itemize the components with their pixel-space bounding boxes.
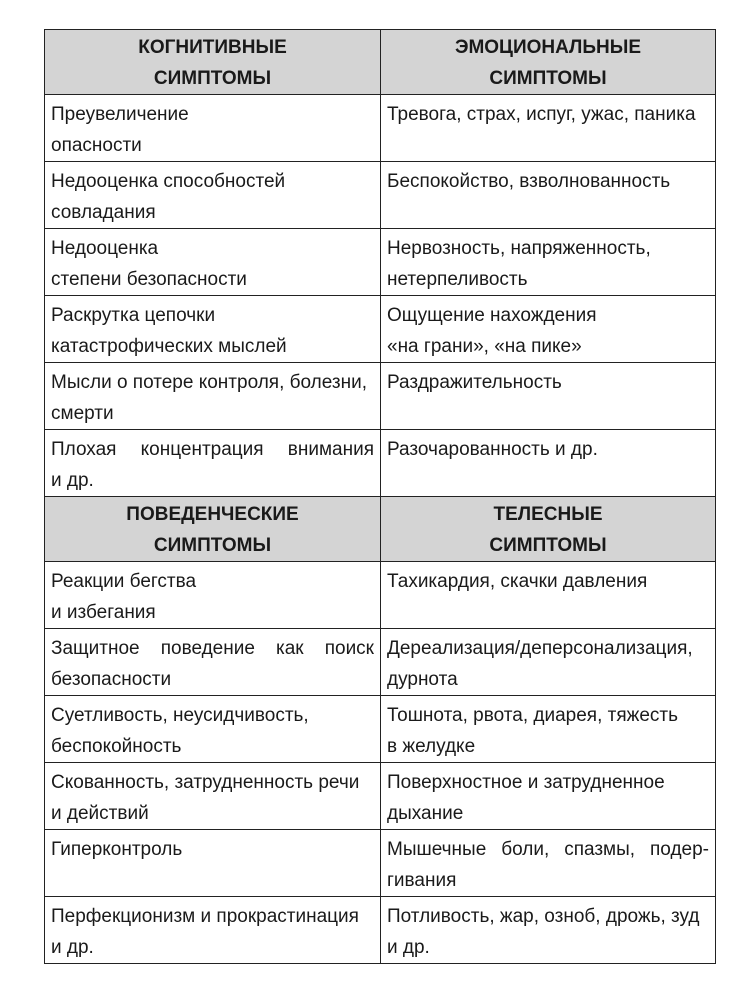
cognitive-cell: Недооценка способностей совладания	[45, 162, 381, 229]
table-row	[45, 830, 716, 897]
emotional-cell: Разочарованность и др.	[381, 430, 716, 497]
bodily-cell: Тахикардия, скачки давления	[381, 562, 716, 629]
table-row	[45, 696, 716, 763]
table-row	[45, 363, 716, 430]
behavioral-header: ПОВЕДЕНЧЕСКИЕ СИМПТОМЫ	[45, 497, 381, 562]
symptoms-table	[44, 29, 716, 964]
cognitive-cell: Преувеличение опасности	[45, 95, 381, 162]
table-row	[45, 763, 716, 830]
bodily-cell: Дереализация/деперсонализация, дурнота	[381, 629, 716, 696]
emotional-cell: Раздражительность	[381, 363, 716, 430]
behavioral-cell: Суетливость, неусидчивость, беспокойность	[45, 696, 381, 763]
bodily-cell: Мышечные боли, спазмы, подер- гивания	[381, 830, 716, 897]
section-header-row	[45, 497, 716, 562]
section-header-row	[45, 30, 716, 95]
table-row	[45, 430, 716, 497]
cognitive-cell: Плохая концентрация внимания и др.	[45, 430, 381, 497]
behavioral-cell: Защитное поведение как поиск безопасности	[45, 629, 381, 696]
emotional-cell: Беспокойство, взволнованность	[381, 162, 716, 229]
bodily-header: ТЕЛЕСНЫЕ СИМПТОМЫ	[381, 497, 716, 562]
table-row	[45, 95, 716, 162]
cognitive-cell: Недооценка степени безопасности	[45, 229, 381, 296]
table-row	[45, 162, 716, 229]
table-row	[45, 562, 716, 629]
behavioral-cell: Гиперконтроль	[45, 830, 381, 897]
cognitive-cell: Раскрутка цепочки катастрофических мыслей	[45, 296, 381, 363]
behavioral-cell: Перфекционизм и прокрастинация и др.	[45, 897, 381, 964]
table-row	[45, 296, 716, 363]
table-row	[45, 897, 716, 964]
behavioral-cell: Скованность, затрудненность речи и действий	[45, 763, 381, 830]
emotional-cell: Ощущение нахождения «на грани», «на пике»	[381, 296, 716, 363]
emotional-cell: Нервозность, напряженность, нетерпеливость	[381, 229, 716, 296]
bodily-cell: Тошнота, рвота, диарея, тяжесть в желудке	[381, 696, 716, 763]
table-row	[45, 629, 716, 696]
emotional-header: ЭМОЦИОНАЛЬНЫЕ СИМПТОМЫ	[381, 30, 716, 95]
bodily-cell: Поверхностное и затрудненное дыхание	[381, 763, 716, 830]
behavioral-cell: Реакции бегства и избегания	[45, 562, 381, 629]
cognitive-header: КОГНИТИВНЫЕ СИМПТОМЫ	[45, 30, 381, 95]
cognitive-cell: Мысли о потере контроля, болезни, смерти	[45, 363, 381, 430]
emotional-cell: Тревога, страх, испуг, ужас, паника	[381, 95, 716, 162]
table-row	[45, 229, 716, 296]
bodily-cell: Потливость, жар, озноб, дрожь, зуд и др.	[381, 897, 716, 964]
